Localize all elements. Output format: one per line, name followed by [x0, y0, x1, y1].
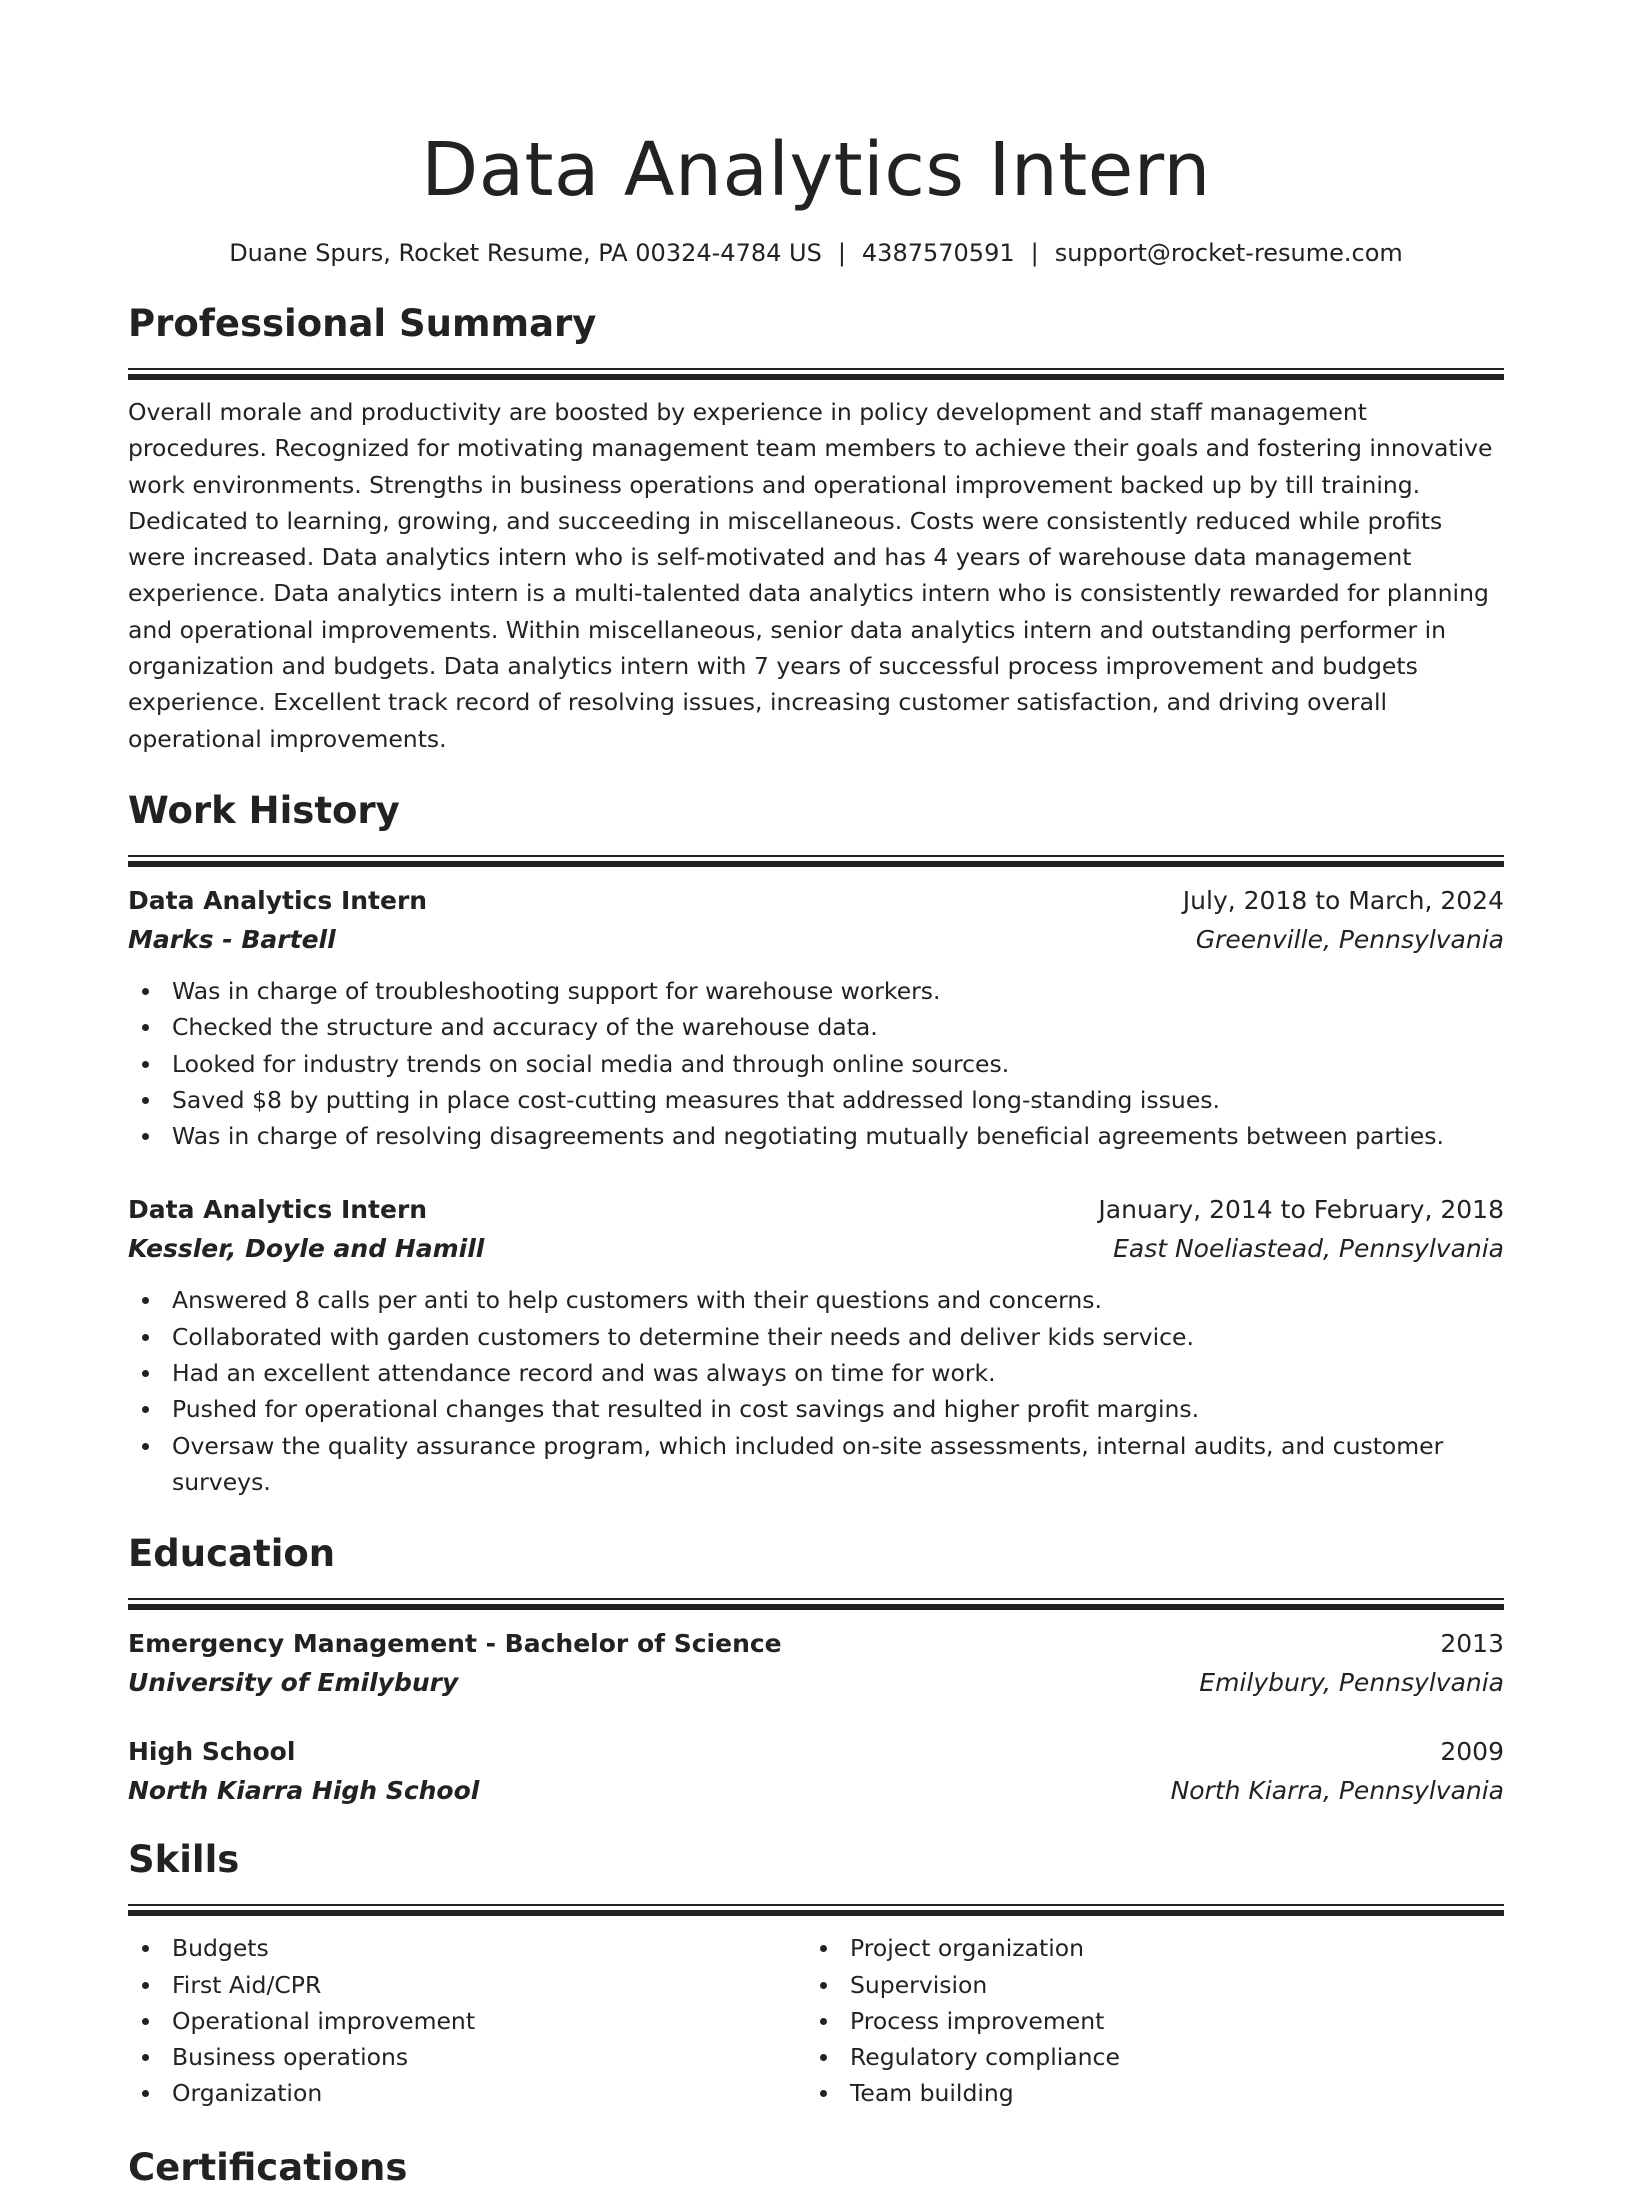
section-divider [128, 1598, 1504, 1610]
skill-item: Regulatory compliance [806, 2039, 1484, 2075]
job-company: Marks - Bartell [128, 924, 336, 954]
job-entry [128, 881, 1504, 1154]
work-history-heading: Work History [128, 788, 400, 832]
education-section [128, 1530, 1504, 1810]
list-item: Collaborated with garden customers to determine their needs and deliver kids service. [128, 1319, 1504, 1355]
contact-address: Duane Spurs, Rocket Resume, PA 00324-4784 US [229, 239, 822, 267]
resume-page [128, 118, 1504, 2192]
education-heading: Education [128, 1532, 336, 1576]
skill-item: Process improvement [806, 2003, 1484, 2039]
skill-item: Project organization [806, 1930, 1484, 1966]
job-header-row [128, 881, 1504, 920]
skill-item: First Aid/CPR [128, 1967, 806, 2003]
list-item: Pushed for operational changes that resulted in cost savings and higher profit margins. [128, 1391, 1504, 1427]
summary-section [128, 300, 1504, 757]
education-degree: Emergency Management - Bachelor of Science [128, 1629, 782, 1659]
list-item: Was in charge of resolving disagreements and negotiating mutually beneficial agreements between parties. [128, 1118, 1504, 1154]
contact-email: support@rocket-resume.com [1054, 239, 1403, 267]
job-location: Greenville, Pennsylvania [1195, 924, 1504, 954]
education-entry [128, 1732, 1504, 1810]
education-entry [128, 1624, 1504, 1702]
list-item: Had an excellent attendance record and was always on time for work. [128, 1355, 1504, 1391]
work-history-section [128, 787, 1504, 1500]
job-entry [128, 1190, 1504, 1500]
education-school-row [128, 1663, 1504, 1702]
education-header-row [128, 1624, 1504, 1663]
contact-separator: | [837, 239, 846, 267]
job-role: Data Analytics Intern [128, 1195, 428, 1225]
job-bullets [128, 973, 1504, 1154]
education-school-row [128, 1771, 1504, 1810]
skills-heading: Skills [128, 1838, 240, 1882]
job-bullets [128, 1282, 1504, 1500]
job-role: Data Analytics Intern [128, 885, 428, 915]
contact-phone: 4387570591 [861, 239, 1015, 267]
list-item: Saved $8 by putting in place cost-cutting measures that addressed long-standing issues. [128, 1082, 1504, 1118]
list-item: Answered 8 calls per anti to help customers with their questions and concerns. [128, 1282, 1504, 1318]
list-item: Looked for industry trends on social media and through online sources. [128, 1046, 1504, 1082]
skill-item: Operational improvement [128, 2003, 806, 2039]
education-header-row [128, 1732, 1504, 1771]
list-item: Checked the structure and accuracy of the warehouse data. [128, 1009, 1504, 1045]
education-degree: High School [128, 1737, 296, 1767]
skill-item: Team building [806, 2075, 1484, 2111]
job-dates: July, 2018 to March, 2024 [1182, 885, 1504, 915]
education-school: North Kiarra High School [128, 1776, 480, 1806]
list-item: Oversaw the quality assurance program, which included on-site assessments, internal audits, and customer surveys. [128, 1428, 1504, 1501]
job-dates: January, 2014 to February, 2018 [1098, 1195, 1504, 1225]
section-divider [128, 1904, 1504, 1916]
contact-line [128, 236, 1504, 270]
skill-item: Supervision [806, 1967, 1484, 2003]
job-company-row [128, 1229, 1504, 1268]
summary-heading: Professional Summary [128, 302, 597, 345]
job-header-row [128, 1190, 1504, 1229]
section-divider [128, 855, 1504, 867]
skills-section [128, 1836, 1504, 2111]
skills-right-column [806, 1930, 1484, 2111]
section-divider [128, 368, 1504, 380]
skills-left-column [128, 1930, 806, 2111]
job-company: Kessler, Doyle and Hamill [128, 1234, 485, 1264]
job-company-row [128, 920, 1504, 959]
education-year: 2013 [1440, 1629, 1504, 1659]
skill-item: Budgets [128, 1930, 806, 1966]
education-location: North Kiarra, Pennsylvania [1170, 1776, 1504, 1806]
skills-columns [128, 1930, 1504, 2111]
skill-item: Organization [128, 2075, 806, 2111]
skill-item: Business operations [128, 2039, 806, 2075]
summary-text: Overall morale and productivity are boosted by experience in policy development and staff management procedures. Recognized for motivating management team members to achieve their goals and fostering innovative work environments. Strengths in business operations and operational improvement backed up by till training. Dedicated to learning, growing, and succeeding in miscellaneous. Costs were consistently reduced while profits were increased. Data analytics intern who is self-motivated and has 4 years of warehouse data management experience. Data analytics intern is a multi-talented data analytics intern who is consistently rewarded for planning and operational improvements. Within miscellaneous, senior data analytics intern and outstanding performer in organization and budgets. Data analytics intern with 7 years of successful process improvement and budgets experience. Excellent track record of resolving issues, increasing customer satisfaction, and driving overall operational improvements. [128, 398, 1493, 753]
job-location: East Noeliastead, Pennsylvania [1113, 1234, 1504, 1264]
education-location: Emilybury, Pennsylvania [1199, 1668, 1504, 1698]
resume-title: Data Analytics Intern [421, 127, 1211, 213]
certifications-heading: Certifications [128, 2145, 408, 2189]
education-year: 2009 [1440, 1737, 1504, 1767]
education-school: University of Emilybury [128, 1668, 459, 1698]
list-item: Was in charge of troubleshooting support for warehouse workers. [128, 973, 1504, 1009]
contact-separator: | [1030, 239, 1039, 267]
